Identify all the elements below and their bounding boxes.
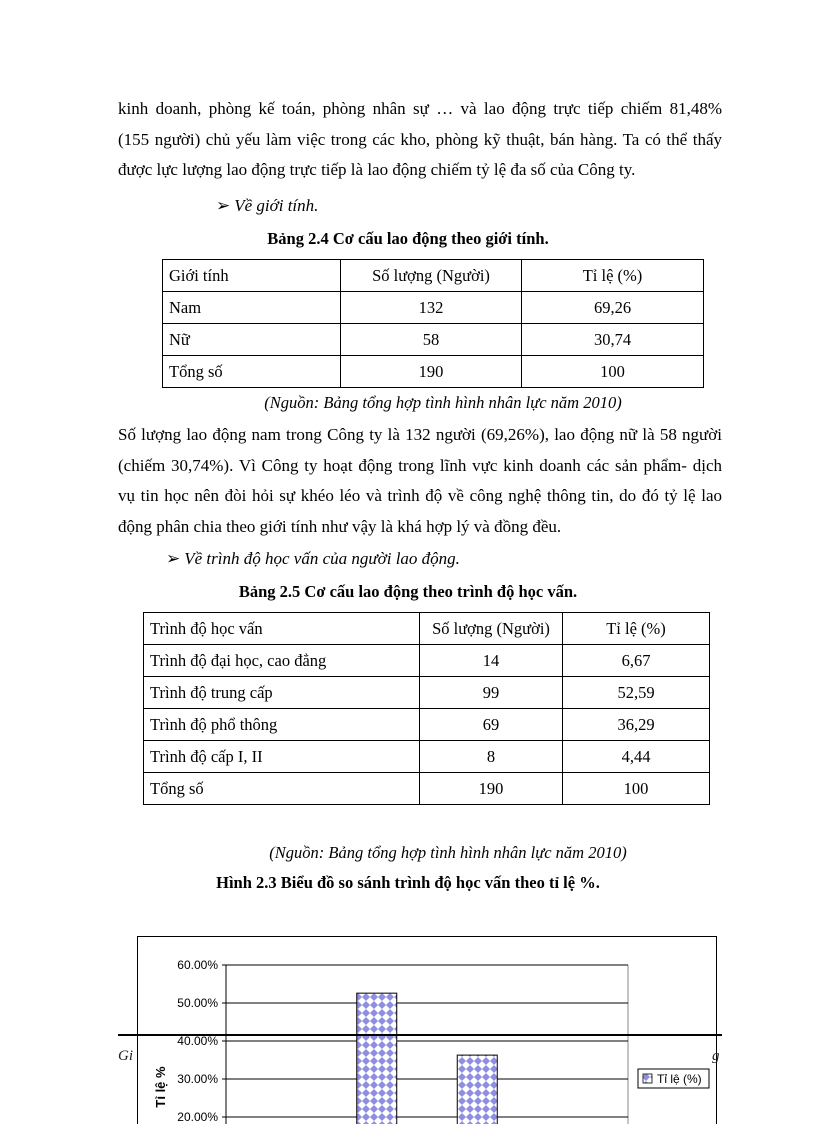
table-header-cell: Tỉ lệ (%) bbox=[522, 260, 704, 292]
arrow-bullet-icon: ➢ bbox=[166, 549, 181, 568]
legend-label: Tỉ lệ (%) bbox=[657, 1072, 702, 1086]
table-row bbox=[163, 292, 704, 324]
table-header-row bbox=[144, 613, 710, 645]
para2-line-1: Số lượng lao động nam trong Công ty là 132 người (69,26%), lao động nữ là 58 người bbox=[118, 425, 722, 444]
footer-left-fragment: Gi bbox=[118, 1048, 133, 1064]
table-cell: 36,29 bbox=[563, 709, 710, 741]
education-table bbox=[143, 612, 710, 805]
footer-right-fragment: g bbox=[712, 1048, 720, 1064]
table-cell: Tổng số bbox=[144, 773, 420, 805]
para2-line-2: (chiếm 30,74%). Vì Công ty hoạt động trong lĩnh vực kinh doanh các sản phẩm- dịch bbox=[118, 455, 722, 475]
table-cell: Trình độ cấp I, II bbox=[144, 741, 420, 773]
table-cell: 30,74 bbox=[522, 324, 704, 356]
table-cell: 100 bbox=[563, 773, 710, 805]
table1-source: (Nguồn: Bảng tổng hợp tình hình nhân lực năm 2010) bbox=[264, 393, 622, 412]
figure-caption: Hình 2.3 Biểu đồ so sánh trình độ học vấn theo tỉ lệ %. bbox=[216, 873, 600, 892]
table-row bbox=[144, 709, 710, 741]
bullet-gender-text: Về giới tính. bbox=[234, 196, 319, 215]
bullet-education bbox=[166, 549, 460, 569]
table-cell: Trình độ phổ thông bbox=[144, 709, 420, 741]
table-cell: Nữ bbox=[163, 324, 341, 356]
legend-swatch bbox=[643, 1074, 652, 1083]
intro-line-1: kinh doanh, phòng kế toán, phòng nhân sự … và lao động trực tiếp chiếm 81,48% bbox=[118, 99, 722, 118]
gender-table bbox=[162, 259, 704, 388]
bullet-education-text: Về trình độ học vấn của người lao động. bbox=[184, 549, 460, 568]
table-row bbox=[163, 324, 704, 356]
y-axis-label: Tỉ lệ % bbox=[153, 1066, 168, 1108]
table-cell: 190 bbox=[420, 773, 563, 805]
para2-line-4: động phân chia theo giới tính như vậy là khá hợp lý và đồng đều. bbox=[118, 516, 562, 536]
education-bar-chart bbox=[138, 937, 716, 1124]
bar-3 bbox=[457, 1055, 497, 1124]
intro-paragraph bbox=[118, 94, 722, 186]
table-cell: 58 bbox=[341, 324, 522, 356]
chart-frame bbox=[137, 936, 717, 1124]
table-cell: 100 bbox=[522, 356, 704, 388]
table-cell: 4,44 bbox=[563, 741, 710, 773]
y-tick-label: 50.00% bbox=[177, 996, 218, 1010]
table-cell: Trình độ đại học, cao đẳng bbox=[144, 645, 420, 677]
table-header-cell: Trình độ học vấn bbox=[144, 613, 420, 645]
table2-caption: Bảng 2.5 Cơ cấu lao động theo trình độ học vấn. bbox=[238, 582, 578, 601]
table-cell: 14 bbox=[420, 645, 563, 677]
table2-source: (Nguồn: Bảng tổng hợp tình hình nhân lực năm 2010) bbox=[269, 843, 627, 862]
table-cell: Tổng số bbox=[163, 356, 341, 388]
intro-line-3: được lực lượng lao động trực tiếp là lao động chiếm tỷ lệ đa số của Công ty. bbox=[118, 160, 636, 179]
table-cell: 132 bbox=[341, 292, 522, 324]
para2-line-3: vụ tin học nên đòi hỏi sự khéo léo và trình độ về công nghệ thông tin, do đó tỷ lệ lao bbox=[118, 486, 722, 505]
table-cell: 69 bbox=[420, 709, 563, 741]
y-tick-label: 40.00% bbox=[177, 1034, 218, 1048]
table-cell: 8 bbox=[420, 741, 563, 773]
table-row bbox=[144, 645, 710, 677]
table-row bbox=[144, 773, 710, 805]
table-cell: Nam bbox=[163, 292, 341, 324]
table-cell: 99 bbox=[420, 677, 563, 709]
table-row bbox=[163, 356, 704, 388]
y-tick-label: 60.00% bbox=[177, 958, 218, 972]
table-header-cell: Số lượng (Người) bbox=[420, 613, 563, 645]
table-header-cell: Giới tính bbox=[163, 260, 341, 292]
arrow-bullet-icon: ➢ bbox=[216, 196, 231, 215]
table-row bbox=[144, 677, 710, 709]
intro-line-2: (155 người) chủ yếu làm việc trong các kho, phòng kỹ thuật, bán hàng. Ta có thể thấy bbox=[118, 129, 722, 149]
table-cell: 190 bbox=[341, 356, 522, 388]
table1-caption: Bảng 2.4 Cơ cấu lao động theo giới tính. bbox=[267, 229, 549, 248]
y-tick-label: 20.00% bbox=[177, 1110, 218, 1124]
table-cell: 69,26 bbox=[522, 292, 704, 324]
table-cell: 6,67 bbox=[563, 645, 710, 677]
table-header-cell: Số lượng (Người) bbox=[341, 260, 522, 292]
bar-2 bbox=[357, 993, 397, 1124]
table-cell: 52,59 bbox=[563, 677, 710, 709]
gender-analysis-paragraph bbox=[118, 420, 722, 542]
footer-rule bbox=[118, 1034, 722, 1036]
table-row bbox=[144, 741, 710, 773]
table-header-row bbox=[163, 260, 704, 292]
y-tick-label: 30.00% bbox=[177, 1072, 218, 1086]
table-header-cell: Tỉ lệ (%) bbox=[563, 613, 710, 645]
table-cell: Trình độ trung cấp bbox=[144, 677, 420, 709]
bullet-gender bbox=[216, 196, 318, 216]
